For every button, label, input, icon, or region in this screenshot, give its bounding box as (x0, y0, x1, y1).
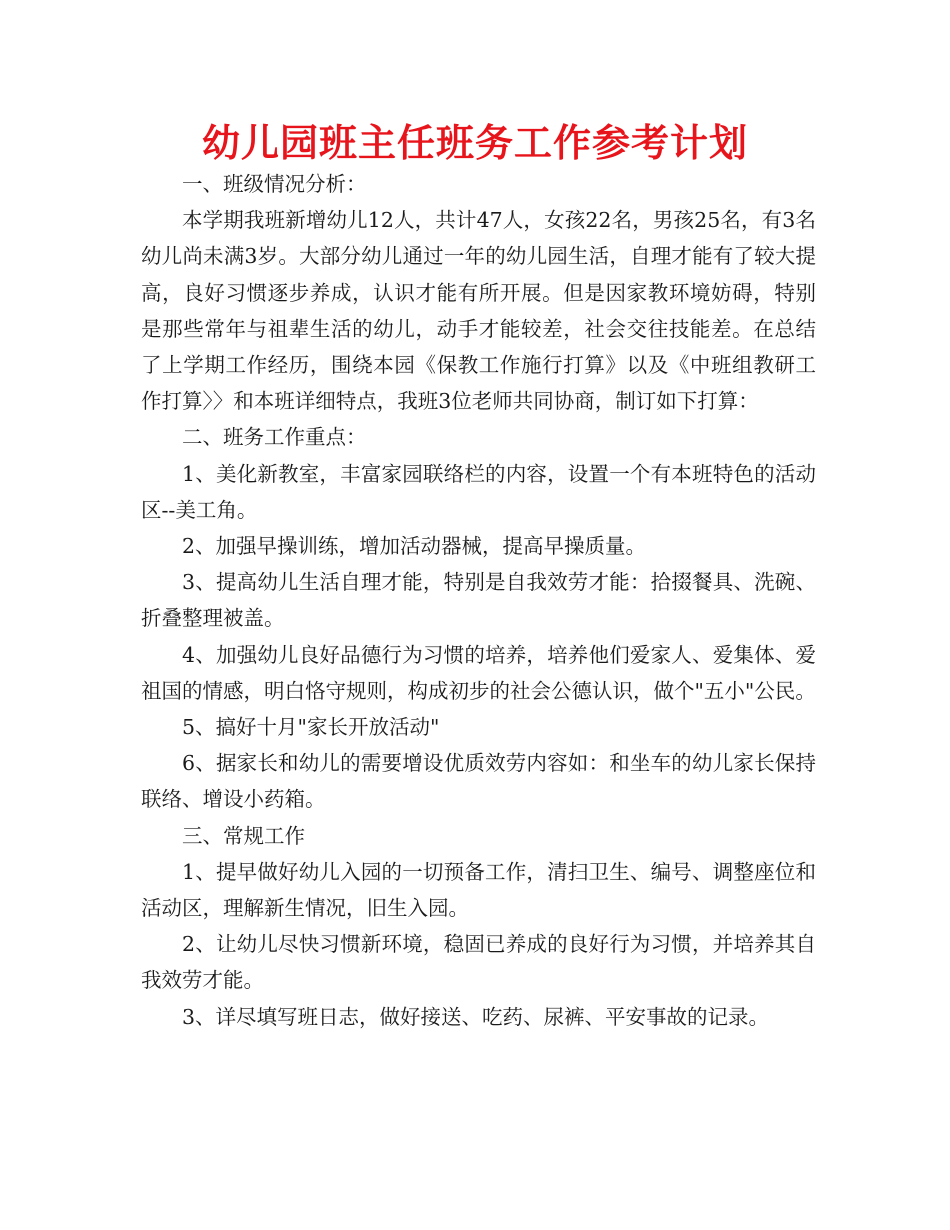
class-analysis-paragraph: 本学期我班新增幼儿12人，共计47人，女孩22名，男孩25名，有3名幼儿尚未满3岁。大部分幼儿通过一年的幼儿园生活，自理才能有了较大提高，良好习惯逐步养成，认识才能有所开展。但是因家教环境妨碍，特别是那些常年与祖辈生活的幼儿，动手才能较差，社会交往技能差。在总结了上学期工作经历，围绕本园《保教工作施行打算》以及《中班组教研工作打算〉〉和本班详细特点，我班3位老师共同协商，制订如下打算： (141, 208, 816, 414)
routine-item-2: 2、让幼儿尽快习惯新环境，稳固已养成的良好行为习惯，并培养其自我效劳才能。 (141, 932, 816, 993)
section-heading-key-tasks: 二、班务工作重点： (182, 425, 367, 450)
routine-item-1: 1、提早做好幼儿入园的一切预备工作，清扫卫生、编号、调整座位和活动区，理解新生情况，旧生入园。 (141, 859, 816, 921)
key-task-item-4: 4、加强幼儿良好品德行为习惯的培养，培养他们爱家人、爱集体、爱祖国的情感，明白恪守规则，构成初步的社会公德认识，做个"五小"公民。 (141, 642, 816, 703)
key-task-item-5: 5、搞好十月"家长开放活动" (182, 715, 440, 740)
key-task-item-6: 6、据家长和幼儿的需要增设优质效劳内容如：和坐车的幼儿家长保持联络、增设小药箱。 (141, 751, 816, 812)
document-title: 幼儿园班主任班务工作参考计划 (201, 121, 748, 165)
key-task-item-2: 2、加强早操训练，增加活动器械，提高早操质量。 (182, 534, 647, 559)
section-heading-class-analysis: 一、班级情况分析： (182, 172, 367, 196)
key-task-item-1: 1、美化新教室，丰富家园联络栏的内容，设置一个有本班特色的活动区--美工角。 (141, 461, 816, 522)
document-body (141, 166, 816, 1035)
key-task-item-3: 3、提高幼儿生活自理才能，特别是自我效劳才能：拾掇餐具、洗碗、折叠整理被盖。 (141, 570, 816, 631)
routine-item-3: 3、详尽填写班日志，做好接送、吃药、尿裤、平安事故的记录。 (182, 1004, 770, 1029)
section-heading-routine-work: 三、常规工作 (182, 823, 305, 848)
